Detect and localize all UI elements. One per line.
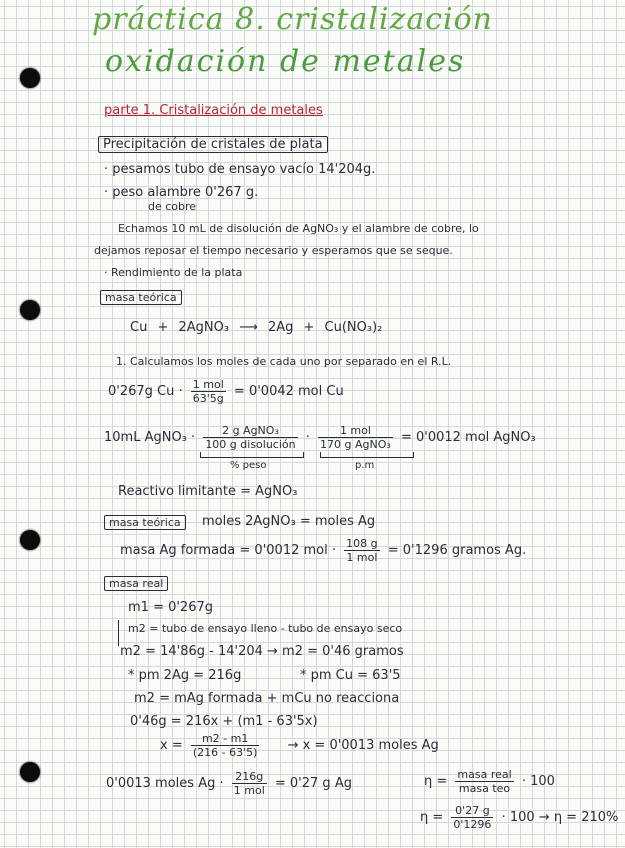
calc-text: η =	[420, 810, 444, 825]
fraction	[232, 770, 267, 797]
underbrace	[320, 452, 414, 458]
calc-result: → x = 0'0013 moles Ag	[287, 738, 439, 753]
paragraph-line: dejamos reposar el tiempo necesario y esperamos que se seque.	[94, 244, 453, 257]
fraction	[344, 537, 379, 564]
fraction-denominator: 170 g AgNO₃	[320, 438, 391, 451]
yield-formula	[424, 768, 555, 795]
calc-result: = 0'0042 mol Cu	[233, 384, 344, 399]
fraction	[451, 804, 493, 831]
fraction-numerator: 1 mol	[191, 378, 226, 392]
fraction-denominator: 1 mol	[346, 551, 378, 564]
m2-calculation: m2 = 14'86g - 14'204 → m2 = 0'46 gramos	[120, 644, 404, 659]
fraction	[318, 424, 393, 451]
calc-text: · 100 → η = 210%	[501, 810, 619, 825]
rendimiento-label: · Rendimiento de la plata	[104, 266, 243, 279]
pm-cu: * pm Cu = 63'5	[300, 668, 401, 683]
box-masa-teorica: masa teórica	[100, 290, 182, 305]
calc-text: x =	[160, 738, 183, 753]
calc-text: 0'267g Cu ·	[108, 384, 183, 399]
fraction	[191, 378, 226, 405]
fraction	[203, 424, 297, 451]
bracket-line	[118, 620, 119, 646]
m2-definition: m2 = tubo de ensayo lleno - tubo de ensayo seco	[128, 622, 403, 635]
equation-x: 0'46g = 216x + (m1 - 63'5x)	[130, 714, 318, 729]
bullet-line: · peso alambre 0'267 g.	[104, 185, 259, 200]
page-title: práctica 8. cristalización	[92, 2, 493, 37]
box-masa-teorica: masa teórica	[104, 515, 186, 530]
calc-result: = 0'27 g Ag	[274, 776, 352, 791]
calc-text: masa Ag formada = 0'0012 mol ·	[120, 543, 336, 558]
calc-cu-moles	[108, 378, 344, 405]
fraction-numerator: m2 - m1	[191, 732, 260, 746]
bullet-line-continuation: de cobre	[148, 200, 197, 213]
fraction-numerator: 108 g	[346, 537, 378, 550]
binder-hole	[20, 762, 40, 782]
fraction-denominator: 100 g disolución	[205, 438, 296, 451]
m2-formula: m2 = mAg formada + mCu no reacciona	[134, 691, 400, 706]
binder-hole	[20, 300, 40, 320]
fraction-numerator: 1 mol	[318, 424, 393, 438]
fraction-numerator: masa real	[457, 768, 512, 781]
pm-ag: * pm 2Ag = 216g	[128, 668, 242, 683]
fraction-denominator: 63'5g	[192, 392, 224, 405]
box-masa-real: masa real	[104, 576, 168, 591]
subsection-box: Precipitación de cristales de plata	[98, 136, 328, 153]
yield-result	[420, 804, 618, 831]
binder-hole	[20, 68, 40, 88]
step-line: 1. Calculamos los moles de cada uno por separado en el R.L.	[116, 355, 452, 368]
fraction-denominator: (216 - 63'5)	[192, 746, 258, 759]
reaction-equation: Cu + 2AgNO₃ ⟶ 2Ag + Cu(NO₃)₂	[130, 320, 383, 335]
reactivo-limitante: Reactivo limitante = AgNO₃	[118, 484, 298, 499]
calc-masa-ag	[120, 537, 526, 564]
brace-label: p.m	[355, 460, 375, 471]
fraction	[455, 768, 513, 795]
x-solution	[160, 732, 439, 759]
page-subtitle: oxidación de metales	[105, 44, 466, 79]
calc-text: · 100	[521, 774, 555, 789]
fraction	[191, 732, 260, 759]
calc-text: 0'0013 moles Ag ·	[106, 776, 224, 791]
brace-label: % peso	[230, 460, 267, 471]
fraction-denominator: 1 mol	[233, 784, 265, 797]
fraction-numerator: 2 g AgNO₃	[203, 424, 297, 438]
binder-hole	[20, 530, 40, 550]
section-heading: parte 1. Cristalización de metales	[104, 103, 323, 118]
final-mass	[106, 770, 352, 797]
calc-result: = 0'0012 mol AgNO₃	[400, 430, 536, 445]
paragraph-line: Echamos 10 mL de disolución de AgNO₃ y el alambre de cobre, lo	[118, 222, 479, 235]
calc-text: η =	[424, 774, 448, 789]
fraction-numerator: 216g	[232, 770, 267, 784]
m1-line: m1 = 0'267g	[128, 600, 214, 615]
calc-agno3-moles: 10mL AgNO₃ · $\frac{\text{2 g AgNO₃}}{\text{100 g disolución}}$ · $\frac{\text{1 mol}}{\text{170 g AgNO₃}}$ = 0'0012 mol AgNO₃	[104, 424, 536, 451]
fraction-numerator: 0'27 g	[451, 804, 493, 818]
underbrace	[200, 452, 304, 458]
calc-result: = 0'1296 gramos Ag.	[387, 543, 527, 558]
bullet-line: · pesamos tubo de ensayo vacío 14'204g.	[104, 162, 376, 177]
calc-text: 10mL AgNO₃ ·	[104, 430, 196, 445]
fraction-denominator: 0'1296	[453, 818, 492, 831]
moles-equality: moles 2AgNO₃ = moles Ag	[202, 514, 376, 529]
fraction-denominator: masa teo	[458, 782, 511, 795]
